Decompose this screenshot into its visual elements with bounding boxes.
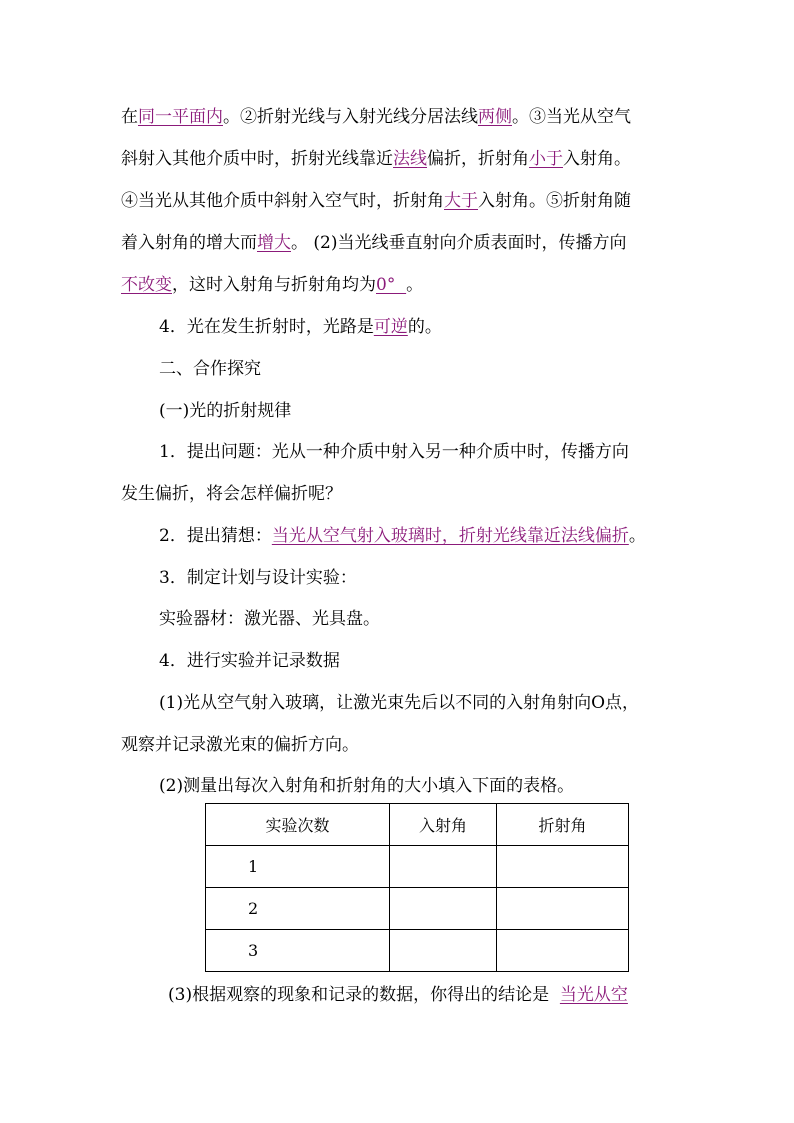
text: 。③当光从空气 <box>512 107 631 127</box>
paragraph-line-5 <box>121 274 423 296</box>
text: 斜射入其他介质中时，折射光线靠近 <box>121 149 393 169</box>
refraction-angle-cell[interactable] <box>497 888 629 930</box>
question-4: 4．进行实验并记录数据 <box>159 651 340 671</box>
paragraph-line-2 <box>121 148 631 170</box>
question-1-line-1: 1．提出问题：光从一种介质中射入另一种介质中时，传播方向 <box>159 442 629 462</box>
text: 在 <box>121 107 138 127</box>
paragraph-line-4 <box>121 232 626 254</box>
paragraph-line-3 <box>121 190 631 212</box>
step-3 <box>168 984 628 1006</box>
header-cell: 实验次数 <box>206 804 390 846</box>
question-1-line-2: 发生偏折，将会怎样偏折呢？ <box>121 484 342 504</box>
question-3: 3．制定计划与设计实验： <box>159 568 357 588</box>
answer-blank: 增大 <box>257 233 291 253</box>
trial-number-cell: 2 <box>206 888 390 930</box>
answer-blank: 当光从空 <box>559 985 628 1005</box>
table-row <box>206 930 629 972</box>
text: 着入射角的增大而 <box>121 233 257 253</box>
text: ④当光从其他介质中斜射入空气时，折射角 <box>121 191 444 211</box>
answer-blank: 当光从空气射入玻璃时，折射光线靠近法线偏折 <box>271 526 629 546</box>
answer-blank: 同一平面内 <box>138 107 223 127</box>
text: 2．提出猜想： <box>159 526 272 546</box>
refraction-angle-cell[interactable] <box>497 846 629 888</box>
materials-line: 实验器材：激光器、光具盘。 <box>159 609 380 629</box>
table-header-row <box>206 804 629 846</box>
step-2: (2)测量出每次入射角和折射角的大小填入下面的表格。 <box>159 776 575 796</box>
answer-blank: 法线 <box>393 149 427 169</box>
step-1-line-2: 观察并记录激光束的偏折方向。 <box>121 735 359 755</box>
subsection-heading: (一)光的折射规律 <box>159 401 292 421</box>
text: ，这时入射角与折射角均为 <box>172 275 376 295</box>
incidence-angle-cell[interactable] <box>390 846 497 888</box>
item-4 <box>159 316 442 338</box>
text: 的。 <box>407 317 442 337</box>
text: 4．光在发生折射时，光路是 <box>159 317 374 337</box>
answer-blank: 两侧 <box>478 107 512 127</box>
incidence-angle-cell[interactable] <box>390 930 497 972</box>
answer-blank: 可逆 <box>373 317 408 337</box>
trial-number-cell: 1 <box>206 846 390 888</box>
text: 偏折，折射角 <box>427 149 529 169</box>
text: 。 (2)当光线垂直射向介质表面时，传播方向 <box>291 233 627 253</box>
record-table <box>205 803 629 972</box>
answer-blank: 不改变 <box>121 275 172 295</box>
section-heading: 二、合作探究 <box>159 359 261 379</box>
paragraph-line-1 <box>121 106 631 128</box>
table-row <box>206 888 629 930</box>
incidence-angle-cell[interactable] <box>390 888 497 930</box>
step-1-line-1: (1)光从空气射入玻璃，让激光束先后以不同的入射角射向O点， <box>159 693 640 713</box>
refraction-angle-cell[interactable] <box>497 930 629 972</box>
header-cell: 折射角 <box>497 804 629 846</box>
question-2 <box>159 525 646 547</box>
header-cell: 入射角 <box>390 804 497 846</box>
trial-number-cell: 3 <box>206 930 390 972</box>
answer-blank: 0° <box>376 275 407 295</box>
answer-blank: 小于 <box>529 149 563 169</box>
text: 。 <box>628 526 646 546</box>
text: 。 <box>406 275 424 295</box>
text: 入射角。⑤折射角随 <box>478 191 631 211</box>
text: 入射角。 <box>563 149 631 169</box>
text: 。②折射光线与入射光线分居法线 <box>223 107 478 127</box>
answer-blank: 大于 <box>444 191 478 211</box>
table-row <box>206 846 629 888</box>
text: (3)根据观察的现象和记录的数据，你得出的结论是 <box>168 985 560 1005</box>
